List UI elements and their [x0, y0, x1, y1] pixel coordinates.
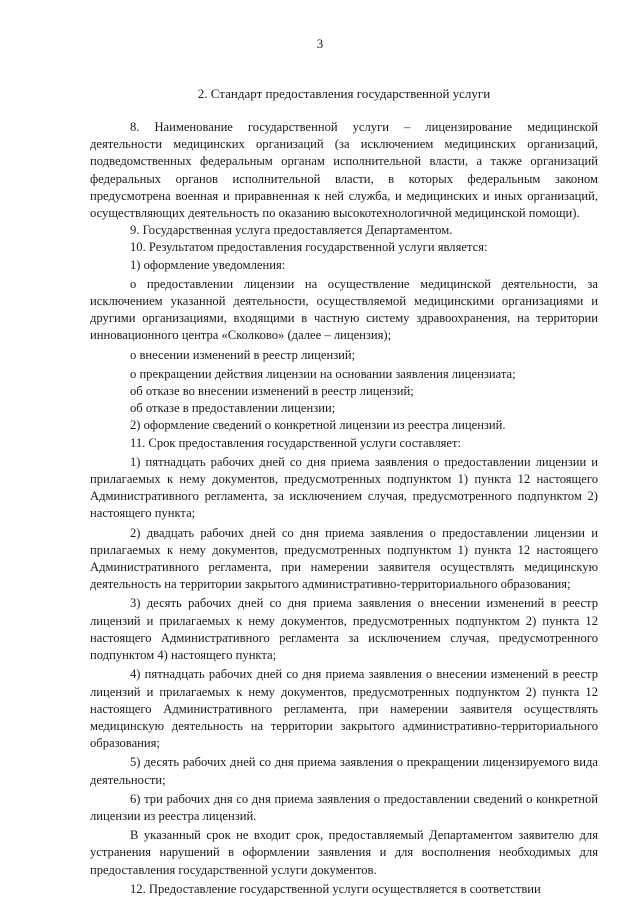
document-body [90, 117, 598, 898]
paragraph: 1) пятнадцать рабочих дней со дня приема заявления о предоставлении лицензии и прилагаемых к нему документов, предусмотренных подпунктом 1) пункта 12 настоящего Административного регламента, за исключением случая, предусмотренного подпунктом 2) настоящего пункта; [90, 454, 598, 521]
paragraph: 2) оформление сведений о конкретной лицензии из реестра лицензий. [130, 418, 506, 433]
paragraph: об отказе в предоставлении лицензии; [130, 401, 336, 416]
paragraph: о прекращении действия лицензии на основании заявления лицензиата; [130, 366, 516, 381]
paragraph: 2) двадцать рабочих дней со дня приема заявления о предоставлении лицензии и прилагаемых к нему документов, предусмотренных подпунктом 1) пункта 12 настоящего Административного регламента, при намерении заявителя осуществлять медицинскую деятельность на территории закрытого административно-территориального образования; [90, 525, 598, 592]
paragraph: 6) три рабочих дня со дня приема заявления о предоставлении сведений о конкретной лицензии из реестра лицензий. [90, 791, 598, 823]
paragraph: 10. Результатом предоставления государственной услуги является: [130, 240, 488, 255]
section-title: 2. Стандарт предоставления государственной услуги [197, 86, 491, 101]
paragraph: о предоставлении лицензии на осуществление медицинской деятельности, за исключением указанной деятельности, осуществляемой медицинскими организациями и другими организациями, входящими в частную систему здравоохранения, на территории инновационного центра «Сколково» (далее – лицензия); [90, 276, 598, 343]
paragraph: 5) десять рабочих дней со дня приема заявления о прекращении лицензируемого вида деятельности; [90, 755, 598, 787]
paragraph: 12. Предоставление государственной услуги осуществляется в соответствии [130, 881, 541, 896]
paragraph: 8. Наименование государственной услуги – лицензирование медицинской деятельности медицинских организаций (за исключением медицинских организаций, подведомственных федеральным органам исполнительной власти, а также организаций федеральных органов исполнительной власти, в которых федеральным законом предусмотрена военная и приравненная к ней служба, и медицинских и иных организаций, осуществляющих деятельность по оказанию высокотехнологичной медицинской помощи). [90, 120, 598, 221]
paragraph: 1) оформление уведомления: [130, 257, 286, 272]
paragraph: о внесении изменений в реестр лицензий; [130, 347, 356, 362]
paragraph: об отказе во внесении изменений в реестр лицензий; [130, 384, 414, 399]
paragraph: 4) пятнадцать рабочих дней со дня приема заявления о внесении изменений в реестр лицензий и прилагаемых к нему документов, предусмотренных подпунктом 2) пункта 12 настоящего Административного регламента, при намерении заявителя осуществлять медицинскую деятельность на территории закрытого административно-территориального образования; [90, 667, 598, 751]
paragraph: 9. Государственная услуга предоставляется Департаментом. [130, 223, 453, 238]
page-number: 3 [316, 36, 324, 51]
paragraph: 11. Срок предоставления государственной услуги составляет: [130, 435, 461, 450]
paragraph: 3) десять рабочих дней со дня приема заявления о внесении изменений в реестр лицензий и прилагаемых к нему документов, предусмотренных подпунктом 2) пункта 12 настоящего Административного регламента за исключением случая, предусмотренного подпунктом 4) настоящего пункта; [90, 596, 598, 663]
paragraph: В указанный срок не входит срок, предоставляемый Департаментом заявителю для устранения нарушений в оформлении заявления и для восполнения необходимых для предоставления государственной услуги документов. [90, 828, 598, 877]
